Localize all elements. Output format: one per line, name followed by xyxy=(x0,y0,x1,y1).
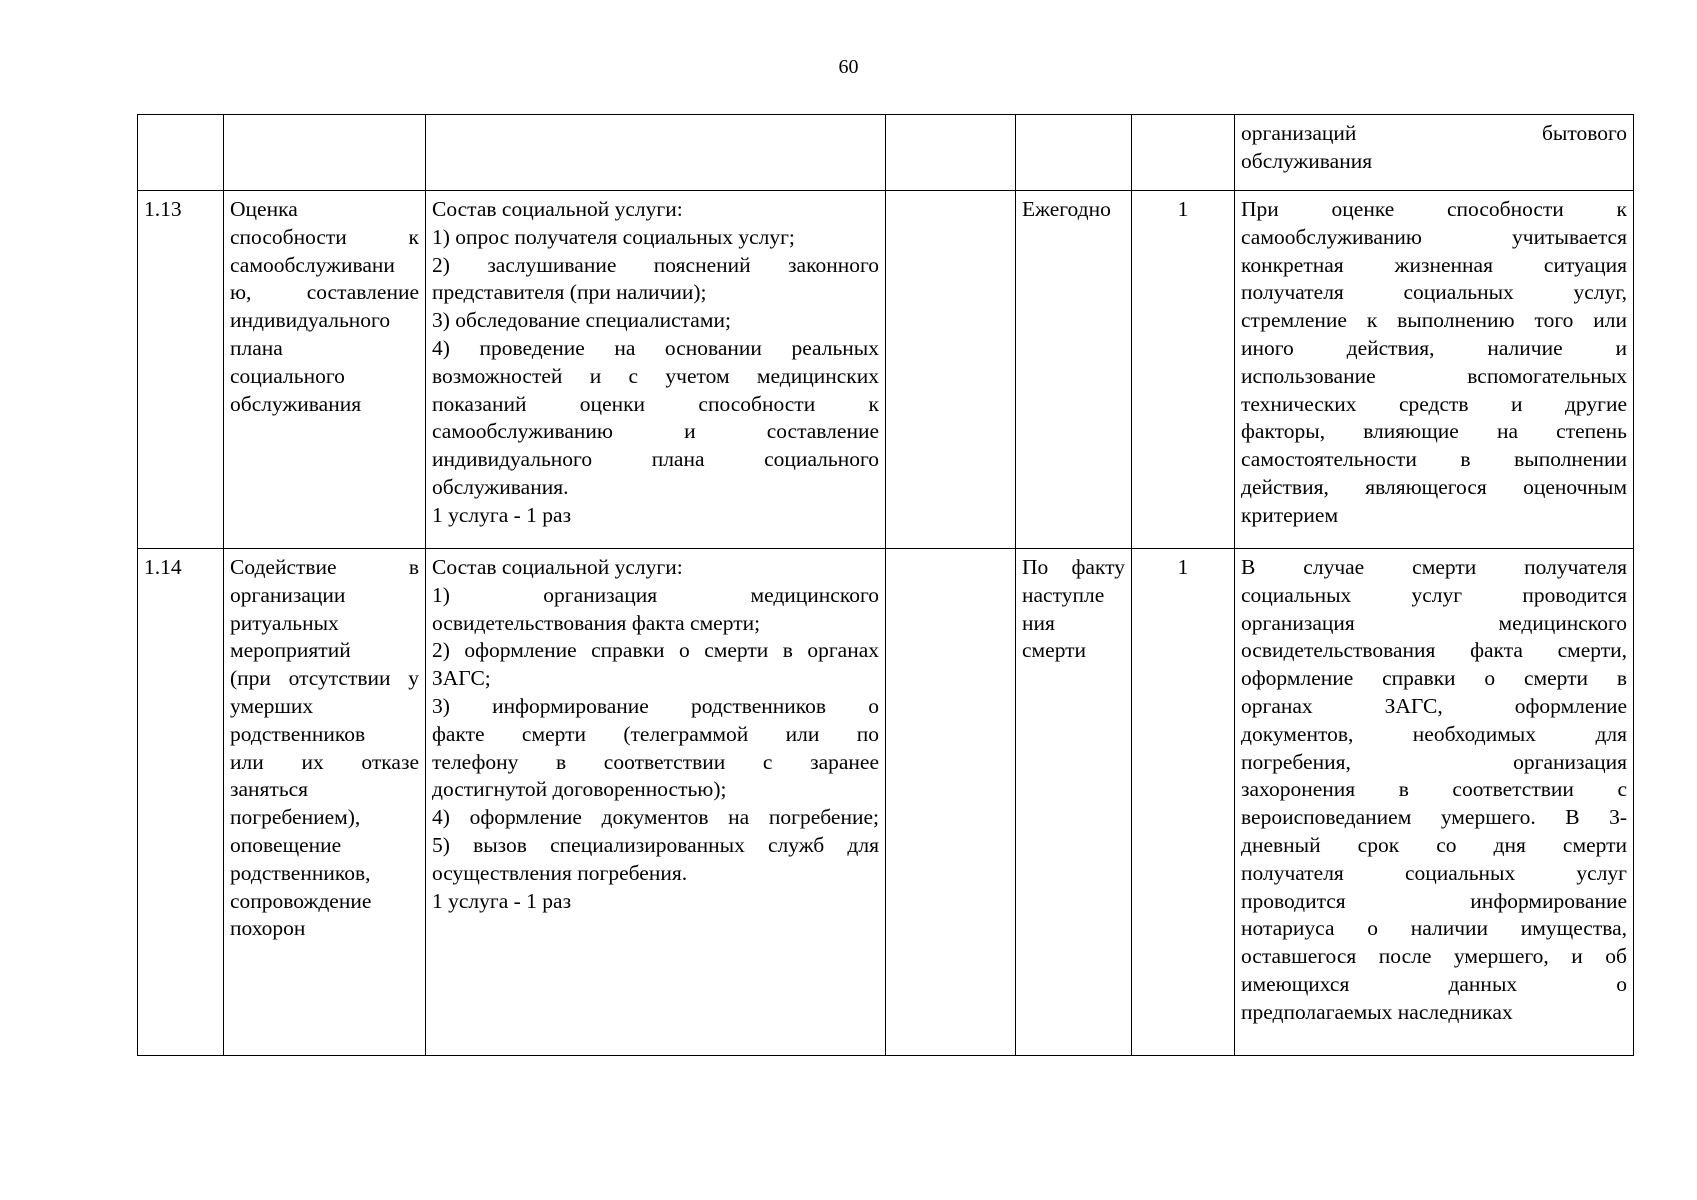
note-line: критерием xyxy=(1241,502,1339,527)
name-line: похорон xyxy=(230,916,306,941)
content-line: 3) информирование родственников о xyxy=(432,693,879,718)
content-line: Состав социальной услуги: xyxy=(432,197,683,221)
name-line: родственников xyxy=(230,721,366,746)
name-line: Оценка xyxy=(230,197,298,221)
content-line: 1 услуга - 1 раз xyxy=(432,502,572,527)
cell-content xyxy=(426,115,886,191)
note-line: иного действия, наличие и xyxy=(1241,335,1627,360)
note-line: погребения, организация xyxy=(1241,749,1627,774)
note-line: дневный срок со дня смерти xyxy=(1241,832,1627,857)
services-table xyxy=(137,114,1634,1056)
note-line: технических средств и другие xyxy=(1241,391,1627,416)
note-line: органах ЗАГС, оформление xyxy=(1241,693,1627,718)
content-line: достигнутой договоренностью); xyxy=(432,777,727,802)
note-line: освидетельствования факта смерти, xyxy=(1241,638,1627,663)
period-line: По факту xyxy=(1022,555,1125,579)
name-line: погребением), xyxy=(230,805,361,830)
cell-period xyxy=(1016,191,1132,549)
note-line: самостоятельности в выполнении xyxy=(1241,447,1627,472)
content-line: возможностей и с учетом медицинских xyxy=(432,363,879,388)
period-line: смерти xyxy=(1022,638,1087,663)
note-line: организаций бытового xyxy=(1241,121,1627,145)
content-line: 2) оформление справки о смерти в органах xyxy=(432,638,879,663)
cell-blank xyxy=(886,191,1016,549)
cell-period xyxy=(1016,115,1132,191)
note-line: факторы, влияющие на степень xyxy=(1241,419,1627,444)
note-line: предполагаемых наследниках xyxy=(1241,999,1513,1024)
note-line: самообслуживанию учитывается xyxy=(1241,224,1627,249)
note-line: оформление справки о смерти в xyxy=(1241,666,1627,691)
note-line: вероисповеданием умершего. В 3- xyxy=(1241,805,1627,830)
content-line: 3) обследование специалистами; xyxy=(432,308,731,333)
name-line: обслуживания xyxy=(230,391,362,416)
name-line: самообслуживани xyxy=(230,252,395,277)
content-line: 1) опрос получателя социальных услуг; xyxy=(432,224,795,249)
note-line: нотариуса о наличии имущества, xyxy=(1241,916,1627,941)
note-line: получателя социальных услуг, xyxy=(1241,280,1627,305)
content-line: индивидуального плана социального xyxy=(432,447,879,472)
note-line: оставшегося после умершего, и об xyxy=(1241,944,1627,969)
cell-name xyxy=(224,115,426,191)
content-line: 4) оформление документов на погребение; xyxy=(432,805,879,830)
cell-qty: 1 xyxy=(1132,549,1235,1056)
name-line: оповещение xyxy=(230,832,342,857)
name-line: социального xyxy=(230,363,345,388)
cell-note xyxy=(1235,191,1634,549)
content-line: ЗАГС; xyxy=(432,666,491,691)
content-line: телефону в соответствии с заранее xyxy=(432,749,879,774)
period-line: ния xyxy=(1022,610,1055,635)
note-line: организация медицинского xyxy=(1241,610,1627,635)
content-line: 2) заслушивание пояснений законного xyxy=(432,252,879,277)
period-line: наступле xyxy=(1022,582,1105,607)
cell-content xyxy=(426,191,886,549)
cell-note xyxy=(1235,549,1634,1056)
name-line: или их отказе xyxy=(230,749,419,774)
table-row-1-14 xyxy=(138,549,1634,1056)
note-line: получателя социальных услуг xyxy=(1241,860,1627,885)
note-line: В случае смерти получателя xyxy=(1241,555,1627,579)
name-line: ю, составление xyxy=(230,280,419,305)
content-line: 1) организация медицинского xyxy=(432,582,879,607)
cell-content xyxy=(426,549,886,1056)
note-line: документов, необходимых для xyxy=(1241,721,1627,746)
content-line: осуществления погребения. xyxy=(432,860,688,885)
cell-note xyxy=(1235,115,1634,191)
name-line: мероприятий xyxy=(230,638,351,663)
note-line: стремление к выполнению того или xyxy=(1241,308,1627,333)
content-line: Состав социальной услуги: xyxy=(432,555,683,579)
name-line: (при отсутствии у xyxy=(230,666,419,691)
cell-name xyxy=(224,549,426,1056)
cell-num: 1.13 xyxy=(138,191,224,549)
note-line: действия, являющегося оценочным xyxy=(1241,474,1627,499)
cell-num: 1.14 xyxy=(138,549,224,1056)
content-line: 4) проведение на основании реальных xyxy=(432,335,879,360)
content-line: освидетельствования факта смерти; xyxy=(432,610,761,635)
page-number: 60 xyxy=(838,56,859,78)
note-line: социальных услуг проводится xyxy=(1241,582,1627,607)
cell-period xyxy=(1016,549,1132,1056)
name-line: родственников, xyxy=(230,860,371,885)
name-line: Содействие в xyxy=(230,555,419,579)
name-line: ритуальных xyxy=(230,610,339,635)
content-line: показаний оценки способности к xyxy=(432,391,879,416)
note-line: захоронения в соответствии с xyxy=(1241,777,1627,802)
content-line: 1 услуга - 1 раз xyxy=(432,888,572,913)
name-line: организации xyxy=(230,582,346,607)
note-line: конкретная жизненная ситуация xyxy=(1241,252,1627,277)
content-line: факте смерти (телеграммой или по xyxy=(432,721,879,746)
note-line: имеющихся данных о xyxy=(1241,971,1627,996)
table-row-1-13 xyxy=(138,191,1634,549)
note-line: обслуживания xyxy=(1241,148,1373,173)
cell-name xyxy=(224,191,426,549)
cell-qty xyxy=(1132,115,1235,191)
content-line: обслуживания. xyxy=(432,474,569,499)
note-line: проводится информирование xyxy=(1241,888,1627,913)
content-line: самообслуживанию и составление xyxy=(432,419,879,444)
cell-blank xyxy=(886,115,1016,191)
note-line: При оценке способности к xyxy=(1241,197,1627,221)
name-line: умерших xyxy=(230,693,314,718)
content-line: представителя (при наличии); xyxy=(432,280,707,305)
period-line: Ежегодно xyxy=(1022,197,1111,221)
cell-qty: 1 xyxy=(1132,191,1235,549)
name-line: способности к xyxy=(230,224,419,249)
cell-num xyxy=(138,115,224,191)
name-line: заняться xyxy=(230,777,309,802)
table-row-continuation xyxy=(138,115,1634,191)
name-line: плана xyxy=(230,335,283,360)
content-line: 5) вызов специализированных служб для xyxy=(432,832,879,857)
name-line: сопровождение xyxy=(230,888,372,913)
note-line: использование вспомогательных xyxy=(1241,363,1627,388)
cell-blank xyxy=(886,549,1016,1056)
name-line: индивидуального xyxy=(230,308,391,333)
